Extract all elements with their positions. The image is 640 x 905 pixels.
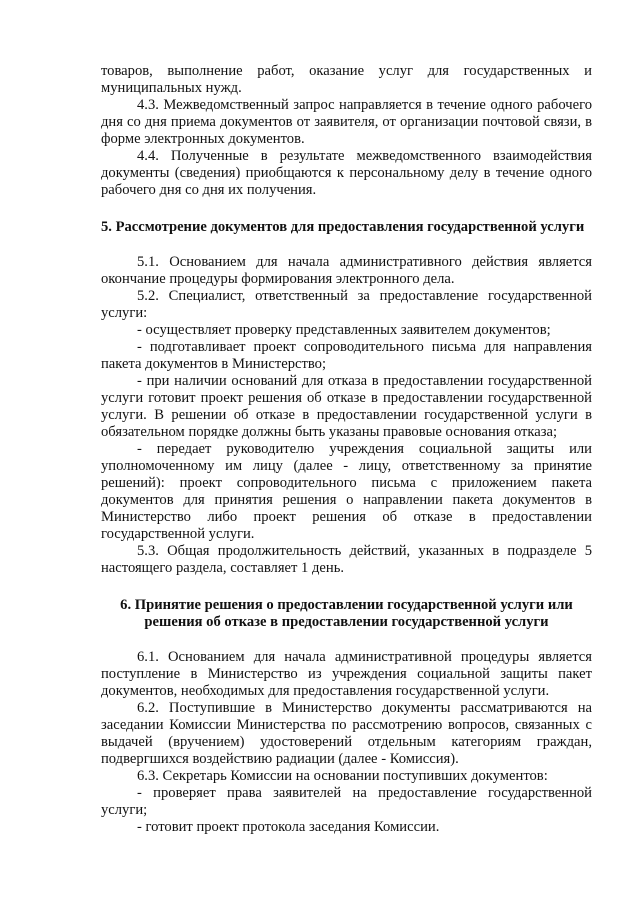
paragraph-6-1: 6.1. Основанием для начала административной процедуры является поступление в Министерство из учреждения социальной защиты пакет документов, необходимых для предоставления государственной услуги. <box>101 649 592 699</box>
paragraph-5-1: 5.1. Основанием для начала административного действия является окончание процедуры формирования электронного дела. <box>101 254 592 287</box>
section-6-heading-line-1: 6. Принятие решения о предоставлении государственной услуги или <box>120 597 573 613</box>
list-item-5-2-c: - при наличии оснований для отказа в предоставлении государственной услуги готовит проект решения об отказе в предоставлении государственной услуги. В решении об отказе в предоставлении государственной услуги в обязательном порядке должны быть указаны правовые основания отказа; <box>101 373 592 440</box>
paragraph-6-2: 6.2. Поступившие в Министерство документы рассматриваются на заседании Комиссии Министерства по рассмотрению вопросов, связанных с выдачей (вручением) удостоверений отдельным категориям граждан, подвергшихся воздействию радиации (далее - Комиссия). <box>101 700 592 767</box>
list-item-5-2-a: - осуществляет проверку представленных заявителем документов; <box>137 322 551 338</box>
spacer <box>101 577 592 597</box>
list-item-6-3-a: - проверяет права заявителей на предоставление государственной услуги; <box>101 785 592 818</box>
spacer <box>101 631 592 649</box>
paragraph-4-3: 4.3. Межведомственный запрос направляется в течение одного рабочего дня со дня приема документов от заявителя, от организации почтовой связи, в форме электронных документов. <box>101 97 592 147</box>
paragraph-6-3: 6.3. Секретарь Комиссии на основании поступивших документов: <box>137 768 548 784</box>
list-item-6-3-b: - готовит проект протокола заседания Комиссии. <box>137 819 440 835</box>
paragraph-4-4: 4.4. Полученные в результате межведомственного взаимодействия документы (сведения) приобщаются к персональному делу в течение одного рабочего дня со дня их получения. <box>101 148 592 198</box>
list-item-5-2-d: - передает руководителю учреждения социальной защиты или уполномоченному им лицу (далее - лицу, ответственному за принятие решений): проект сопроводительного письма с приложением пакета документов для принятия решения о направлении пакета документов в Министерство либо проект решения об отказе в предоставлении государственной услуги. <box>101 441 592 542</box>
spacer <box>101 199 592 219</box>
section-6-heading-line-2: решения об отказе в предоставлении государственной услуги <box>144 614 549 630</box>
document-page <box>101 63 592 836</box>
section-5-heading: 5. Рассмотрение документов для предоставления государственной услуги <box>101 219 585 235</box>
list-item-5-2-b: - подготавливает проект сопроводительного письма для направления пакета документов в Министерство; <box>101 339 592 372</box>
paragraph-continuation: товаров, выполнение работ, оказание услуг для государственных и муниципальных нужд. <box>101 63 592 96</box>
spacer <box>101 236 592 254</box>
paragraph-5-3: 5.3. Общая продолжительность действий, указанных в подразделе 5 настоящего раздела, составляет 1 день. <box>101 543 592 576</box>
paragraph-5-2: 5.2. Специалист, ответственный за предоставление государственной услуги: <box>101 288 592 321</box>
